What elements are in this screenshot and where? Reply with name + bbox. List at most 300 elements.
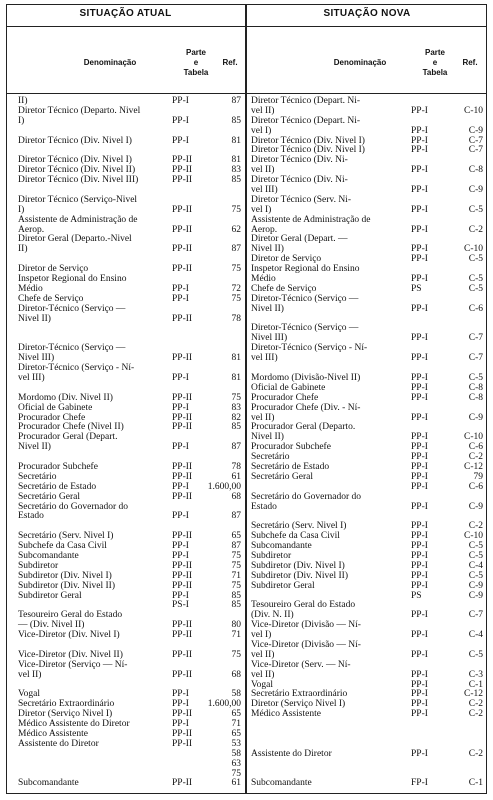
ref-cell: 75 [231,580,241,591]
e-label: e [432,58,438,67]
denominacao-cell: Diretor Técnico (Div. Nivel I) [251,135,365,146]
ref-cell: C-5 [468,204,483,215]
left-row [18,512,243,522]
ref-cell: C-8 [468,382,483,393]
denominacao-cell: Procurador Chefe (Div. - Ní- [251,402,361,413]
ref-cell: C-6 [468,303,483,314]
parte-tabela-cell: FP-I [411,778,428,789]
denominacao-cell: Subdiretor (Div. Nivel I) [18,570,112,581]
ref-cell: C-7 [468,353,483,364]
denominacao-cell: Subdiretor [251,550,292,561]
denominacao-cell: Secretário do Governador do [18,501,129,512]
ref-cell: 85 [231,600,241,611]
denominacao-cell: Inspetor Regional do Ensino [251,264,360,275]
parte-tabela-cell: PP-I [411,669,428,680]
parte-tabela-cell: PP-I [172,372,189,383]
parte-tabela-cell: PP-II [172,649,193,660]
denominacao-cell: Procurador Subchefe [251,442,331,453]
denominacao-cell: Nivel II) [18,313,51,324]
denominacao-cell: vel II) [18,669,42,680]
parte-tabela-cell: PP-I [411,570,428,581]
denominacao-cell: Médico Assistente [18,729,88,739]
ref-cell: 87 [231,442,241,453]
denominacao-cell: Diretor (Serviço Nivel I) [18,709,113,720]
denominacao-cell: (Div. N. II) [251,610,294,621]
ref-cell: C-7 [468,333,483,344]
denominacao-cell: Médio [251,274,276,285]
ref-cell: 71 [231,719,241,730]
ref-cell: 65 [231,531,241,542]
parte-tabela-cell: PP-II [172,264,193,275]
left-row [18,760,243,770]
right-row [251,750,485,760]
parte-tabela-cell: PP-I [172,550,189,561]
right-header-parte-tabela [415,48,455,78]
ref-cell: 1.600,00 [207,481,241,492]
parte-tabela-cell: PP-II [172,155,193,166]
header-rule [6,93,487,94]
parte-tabela-cell: PP-II [172,778,193,789]
denominacao-cell: Médico Assistente [251,709,321,720]
parte-tabela-cell: PP-II [172,630,193,641]
ref-cell: C-9 [468,412,483,423]
right-row [251,216,485,226]
denominacao-cell: Mordomo (Div. Nivel II) [18,392,113,403]
ref-cell: 61 [231,778,241,789]
left-row [18,374,243,384]
ref-cell: 58 [231,748,241,759]
ref-cell: 63 [231,758,241,769]
parte-tabela-cell: PP-I [172,481,189,492]
right-row [251,265,485,275]
parte-tabela-cell: PP-I [411,461,428,472]
parte-tabela-cell: PP-I [411,541,428,552]
denominacao-cell: Secretário Geral [18,491,80,502]
denominacao-cell: Inspetor Regional do Ensino [18,274,127,285]
parte-tabela-cell: PP-I [172,293,189,304]
ref-cell: 75 [231,264,241,275]
denominacao-cell: Vice-Diretor (Div. Nivel I) [18,630,120,641]
denominacao-cell: Secretário de Estado [18,481,97,492]
parte-tabela-cell: PP-I [411,580,428,591]
left-section-title: SITUAÇÃO ATUAL [79,8,172,19]
ref-cell: C-10 [464,105,483,116]
ref-cell: 53 [231,738,241,749]
ref-cell: C-5 [468,541,483,552]
right-row [251,305,485,315]
denominacao-cell: Diretor Técnico (Div. Nivel I) [18,155,132,166]
ref-cell: C-7 [468,135,483,146]
ref-cell: 83 [231,165,241,176]
ref-cell: 75 [231,649,241,660]
ref-cell: C-4 [468,560,483,571]
denominacao-cell: Subdiretor (Div. Nivel I) [251,560,345,571]
parte-tabela-cell: PS-I [172,600,189,611]
right-row [251,235,485,245]
denominacao-cell: Nivel III) [18,353,55,364]
ref-cell: 81 [231,372,241,383]
denominacao-cell: Subcomandante [18,550,79,561]
denominacao-cell: Diretor (Serviço Nivel I) [251,699,346,710]
denominacao-cell: Diretor Técnico (Depart. Ni- [251,96,361,106]
left-row [18,196,243,206]
denominacao-cell: vel III) [251,353,278,364]
denominacao-cell: vel I) [251,630,272,641]
denominacao-cell: I) [18,204,25,215]
denominacao-cell: vel I) [251,204,272,215]
parte-tabela-cell: PP-I [172,511,189,522]
denominacao-cell: vel II) [251,105,275,116]
ref-cell: 83 [231,402,241,413]
denominacao-cell: Subchefe da Casa Civil [251,531,340,542]
denominacao-cell: Subcomandante [251,541,312,552]
denominacao-cell: Estado [18,511,44,522]
denominacao-cell: Secretário Geral [251,471,313,482]
left-row [18,176,243,186]
denominacao-cell: Oficial de Gabinete [251,382,326,393]
ref-cell: 87 [231,96,241,106]
parte-tabela-cell: PP-II [172,738,193,749]
denominacao-cell: Assistente do Diretor [251,748,332,759]
denominacao-cell: — (Div. Nivel II) [18,620,85,631]
ref-cell: C-9 [468,590,483,601]
denominacao-cell: Secretário (Serv. Nivel I) [251,521,347,532]
denominacao-cell: Diretor-Técnico (Serviço — [18,343,126,354]
left-row [18,631,243,641]
parte-tabela-cell: PP-I [172,96,189,106]
denominacao-cell: Diretor-Técnico (Serviço — [251,323,359,334]
parte-tabela-cell: PP-I [172,699,189,710]
denominacao-cell: Médico Assistente do Diretor [18,719,130,730]
ref-cell: 82 [231,412,241,423]
denominacao-cell: Procurador Subchefe [18,461,98,472]
parte-tabela-cell: PP-I [411,709,428,720]
denominacao-cell: Chefe de Serviço [18,293,84,304]
left-header-ref: Ref. [222,58,238,67]
denominacao-cell: Vice-Diretor (Serv. — Ní- [251,659,351,670]
ref-cell: 85 [231,590,241,601]
ref-cell: C-4 [468,630,483,641]
parte-tabela-cell: PP-I [172,115,189,126]
parte-tabela-cell: PP-I [411,254,428,265]
parte-tabela-cell: PP-II [172,412,193,423]
ref-cell: C-2 [468,452,483,463]
right-row [251,730,485,740]
parte-tabela-cell: PP-I [411,452,428,463]
parte-tabela-cell: PP-I [411,679,428,690]
denominacao-cell: Mordomo (Divisão-Nivel II) [251,372,361,383]
right-row [251,661,485,671]
denominacao-cell: Aerop. [18,224,45,235]
ref-cell: C-2 [468,748,483,759]
denominacao-cell: Diretor Técnico (Div. Ni- [251,155,348,166]
denominacao-cell: Procurador Chefe [251,392,319,403]
parte-tabela-cell: PP-I [411,432,428,443]
left-row [18,592,243,602]
parte-tabela-cell: PP-II [172,204,193,215]
ref-cell: C-10 [464,531,483,542]
denominacao-cell: vel II) [251,412,275,423]
left-row [18,107,243,117]
ref-cell: C-5 [468,254,483,265]
parte-tabela-cell: PP-I [411,135,428,146]
denominacao-cell: Diretor Técnico (Div. Ni- [251,175,348,186]
ref-cell: 65 [231,729,241,739]
ref-cell: 81 [231,135,241,146]
denominacao-cell: Secretário (Serv. Nivel I) [18,531,114,542]
right-section-title: SITUAÇÃO NOVA [323,8,411,19]
denominacao-cell: vel III) [251,185,278,196]
denominacao-cell: Diretor Técnico (Div. Nivel I) [251,145,365,156]
parte-tabela-cell: PP-II [172,175,193,186]
denominacao-cell: Diretor Técnico (Serviço-Nivel [18,194,138,205]
right-row [251,156,485,166]
parte-tabela-cell: PP-I [411,382,428,393]
denominacao-cell: Tesoureiro Geral do Estado [18,610,123,621]
ref-cell: C-7 [468,145,483,156]
parte-tabela-cell: PP-I [172,719,189,730]
denominacao-cell: Assistente de Administração de [251,214,371,225]
denominacao-cell: Subcomandante [18,778,79,789]
denominacao-cell: Diretor Técnico (Depart. Ni- [251,115,361,126]
ref-cell: C-5 [468,649,483,660]
ref-cell: 58 [231,689,241,700]
ref-cell: C-9 [468,501,483,512]
ref-cell: C-9 [468,125,483,136]
left-header-parte-tabela [176,48,216,78]
right-row [251,97,485,107]
ref-cell: C-9 [468,185,483,196]
right-row [251,295,485,305]
ref-cell: 75 [231,204,241,215]
left-row [18,137,243,147]
parte-tabela-cell: PP-I [411,185,428,196]
ref-cell: C-5 [468,283,483,294]
denominacao-cell: Secretário [251,452,290,463]
parte-tabela-cell: PP-I [411,501,428,512]
ref-cell: 1.600,00 [207,699,241,710]
parte-tabela-cell: PP-I [172,689,189,700]
parte-tabela-cell: PP-I [411,105,428,116]
parte-label: Parte [424,48,445,57]
parte-tabela-cell: PP-II [172,313,193,324]
ref-cell: 85 [231,175,241,186]
denominacao-cell: Subdiretor Geral [18,590,82,601]
parte-tabela-cell: PP-I [411,550,428,561]
ref-cell: 75 [231,768,241,779]
denominacao-cell: Vice-Diretor (Divisão — Ní- [251,620,361,631]
parte-tabela-cell: PP-I [172,283,189,294]
ref-cell: 71 [231,570,241,581]
parte-tabela-cell: PP-I [411,125,428,136]
ref-cell: C-9 [468,580,483,591]
right-row [251,710,485,720]
denominacao-cell: Nivel II) [18,442,51,453]
parte-tabela-cell: PP-II [172,392,193,403]
parte-tabela-cell: PP-I [411,303,428,314]
ref-cell: C-1 [468,778,483,789]
denominacao-cell: Secretário do Governador do [251,491,362,502]
left-row [18,315,243,325]
parte-tabela-cell: PP-I [411,392,428,403]
ref-cell: C-2 [468,709,483,720]
ref-cell: 75 [231,293,241,304]
parte-tabela-cell: PP-II [172,580,193,591]
denominacao-cell: Procurador Chefe (Nivel II) [18,422,124,433]
parte-tabela-cell: PP-I [172,402,189,413]
left-row [18,235,243,245]
right-row [251,196,485,206]
parte-tabela-cell: PP-I [411,412,428,423]
denominacao-cell: Vice-Diretor (Div. Nivel II) [18,649,123,660]
parte-tabela-cell: PP-I [411,649,428,660]
right-row [251,176,485,186]
denominacao-cell: Diretor Técnico (Departo. Nivel [18,105,141,116]
parte-tabela-cell: PP-I [411,471,428,482]
denominacao-cell: Nivel II) [251,303,284,314]
ref-cell: C-5 [468,550,483,561]
denominacao-cell: Assistente de Administração de [18,214,138,225]
denominacao-cell: Diretor de Serviço [251,254,322,265]
ref-cell: C-5 [468,372,483,383]
denominacao-cell: Secretário [18,471,57,482]
ref-cell: 65 [231,709,241,720]
ref-cell: C-12 [464,461,483,472]
left-row [18,681,243,691]
right-row [251,503,485,513]
right-row [251,423,485,433]
parte-tabela-cell: PP-I [411,372,428,383]
ref-cell: 78 [231,313,241,324]
denominacao-cell: Procurador Geral (Departo. [251,422,356,433]
left-row [18,245,243,255]
denominacao-cell: Diretor-Técnico (Serviço — [251,293,359,304]
denominacao-cell: Secretário Extraordinário [18,699,115,710]
parte-tabela-cell: PP-II [172,709,193,720]
denominacao-cell: Subdiretor Geral [251,580,315,591]
right-row [251,760,485,770]
right-row [251,582,485,592]
right-row [251,720,485,730]
ref-cell: C-1 [468,679,483,690]
ref-cell: 78 [231,461,241,472]
left-row [18,305,243,315]
denominacao-cell: Secretário de Estado [251,461,330,472]
parte-tabela-cell: PP-II [172,570,193,581]
parte-tabela-cell: PP-I [411,274,428,285]
parte-tabela-cell: PP-I [411,204,428,215]
ref-cell: C-7 [468,610,483,621]
ref-cell: 85 [231,115,241,126]
right-row [251,641,485,651]
left-column [18,97,243,789]
ref-cell: 75 [231,560,241,571]
ref-cell: C-10 [464,432,483,443]
denominacao-cell: Procurador Chefe [18,412,86,423]
parte-tabela-cell: PP-I [172,590,189,601]
denominacao-cell: vel I) [251,125,272,136]
right-row [251,621,485,631]
denominacao-cell: Diretor Técnico (Div. Nivel II) [18,165,136,176]
ref-cell: 71 [231,630,241,641]
left-row [18,364,243,374]
right-row [251,493,485,503]
parte-tabela-cell: PP-I [411,531,428,542]
denominacao-cell: II) [18,96,28,106]
parte-tabela-cell: PP-I [411,333,428,344]
parte-tabela-cell: PP-I [411,442,428,453]
ref-cell: C-2 [468,699,483,710]
tabela-label: Tabela [183,68,209,77]
parte-tabela-cell: PP-I [411,560,428,571]
parte-tabela-cell: PP-I [411,748,428,759]
e-label: e [193,58,199,67]
denominacao-cell: Subdiretor (Div. Nivel II) [251,570,348,581]
left-row [18,433,243,443]
parte-tabela-cell: PP-I [172,541,189,552]
denominacao-cell: Subdiretor [18,560,59,571]
parte-tabela-cell: PP-II [172,353,193,364]
denominacao-cell: Nivel II) [251,432,284,443]
denominacao-cell: Diretor-Técnico (Serviço — [18,303,126,314]
ref-cell: C-2 [468,521,483,532]
ref-cell: 61 [231,471,241,482]
parte-tabela-cell: PP-I [411,699,428,710]
parte-tabela-cell: PP-II [172,422,193,433]
denominacao-cell: Chefe de Serviço [251,283,317,294]
parte-tabela-cell: PP-I [411,244,428,255]
denominacao-cell: Diretor Técnico (Div. Nivel I) [18,135,132,146]
parte-tabela-cell: PP-II [172,224,193,235]
right-column [251,97,485,789]
parte-tabela-cell: PP-I [411,610,428,621]
left-row [18,443,243,453]
ref-cell: 87 [231,244,241,255]
parte-tabela-cell: PP-I [411,521,428,532]
ref-cell: C-8 [468,165,483,176]
left-row [18,671,243,681]
ref-cell: C-10 [464,244,483,255]
parte-tabela-cell: PP-I [411,224,428,235]
ref-cell: 79 [473,471,483,482]
denominacao-cell: Diretor-Técnico (Serviço - Ní- [18,363,135,374]
left-row [18,661,243,671]
parte-label: Parte [185,48,206,57]
left-row [18,750,243,760]
denominacao-cell: Aerop. [251,224,278,235]
ref-cell: C-6 [468,442,483,453]
parte-tabela-cell: PP-II [172,471,193,482]
denominacao-cell: Nivel III) [251,333,288,344]
parte-tabela-cell: PP-II [172,461,193,472]
parte-tabela-cell: PP-II [172,491,193,502]
ref-cell: 75 [231,392,241,403]
ref-cell: C-3 [468,669,483,680]
left-row [18,324,243,334]
parte-tabela-cell: PP-II [172,620,193,631]
denominacao-cell: Procurador Geral (Depart. [18,432,118,443]
ref-cell: 87 [231,511,241,522]
ref-cell: 81 [231,155,241,166]
ref-cell: 62 [231,224,241,235]
parte-tabela-cell: PP-II [172,165,193,176]
denominacao-cell: Subcomandante [251,778,312,789]
denominacao-cell: I) [18,115,25,126]
left-row [18,275,243,285]
ref-cell: 87 [231,541,241,552]
denominacao-cell: Diretor Técnico (Div. Nivel III) [18,175,139,186]
parte-tabela-cell: PP-I [411,630,428,641]
